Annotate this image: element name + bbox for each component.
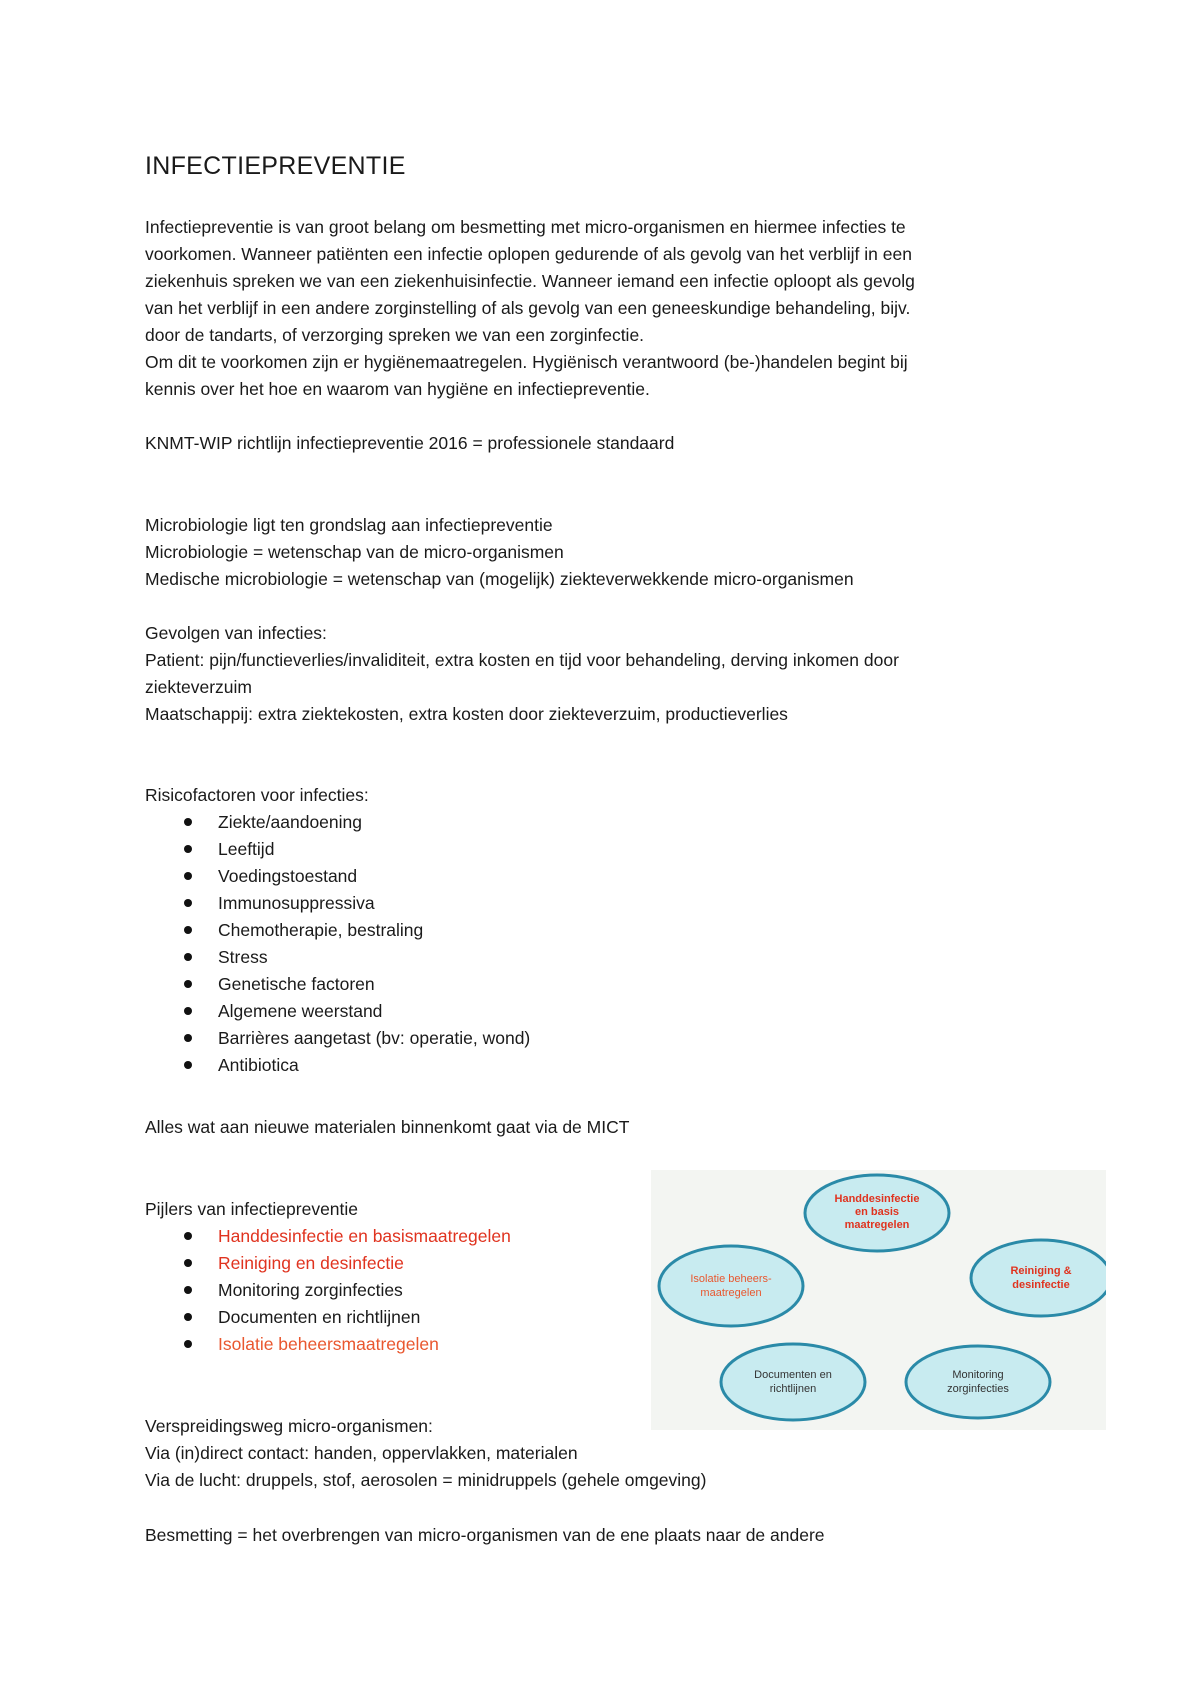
gevolgen-heading: Gevolgen van infecties:	[145, 623, 327, 643]
pillars-diagram-svg	[651, 1170, 1106, 1430]
micro-line: Microbiologie = wetenschap van de micro-organismen	[145, 542, 564, 562]
node-3-line-1: Monitoring	[952, 1369, 1004, 1381]
risico-item: Antibiotica	[218, 1055, 299, 1075]
node-4-line-2: richtlijnen	[769, 1383, 817, 1395]
page-title: INFECTIEPREVENTIE	[145, 152, 406, 180]
diagram-node-2	[971, 1240, 1106, 1316]
node-3-line-2: zorginfecties	[947, 1383, 1009, 1395]
pijler-item: Monitoring zorginfecties	[218, 1280, 403, 1300]
bullet-icon	[184, 1340, 192, 1348]
verspreiding-heading: Verspreidingsweg micro-organismen:	[145, 1416, 433, 1436]
bullet-icon	[184, 1259, 192, 1267]
bullet-icon	[184, 980, 192, 988]
pijler-item: Handdesinfectie en basismaatregelen	[218, 1226, 511, 1246]
node-4-line-1: Documenten en	[754, 1369, 832, 1381]
risico-item: Immunosuppressiva	[218, 893, 375, 913]
besmetting-line: Besmetting = het overbrengen van micro-organismen van de ene plaats naar de andere	[145, 1525, 825, 1545]
bullet-icon	[184, 1034, 192, 1042]
intro-line: kennis over het hoe en waarom van hygiëne en infectiepreventie.	[145, 379, 650, 399]
micro-line: Microbiologie ligt ten grondslag aan infectiepreventie	[145, 515, 553, 535]
bullet-icon	[184, 926, 192, 934]
risico-item: Barrières aangetast (bv: operatie, wond)	[218, 1028, 531, 1048]
standard-line: KNMT-WIP richtlijn infectiepreventie 2016 = professionele standaard	[145, 433, 675, 453]
node-2-line-1: Reiniging &	[1010, 1265, 1072, 1277]
verspreiding-line: Via (in)direct contact: handen, oppervlakken, materialen	[145, 1443, 578, 1463]
risico-item: Ziekte/aandoening	[218, 812, 362, 832]
risico-heading: Risicofactoren voor infecties:	[145, 785, 369, 805]
bullet-icon	[184, 953, 192, 961]
pillars-diagram	[651, 1170, 1106, 1430]
pijler-item: Reiniging en desinfectie	[218, 1253, 404, 1273]
mict-line: Alles wat aan nieuwe materialen binnenkomt gaat via de MICT	[145, 1117, 630, 1137]
intro-line: voorkomen. Wanneer patiënten een infectie oplopen gedurende of als gevolg van het verblijf in een	[145, 244, 912, 264]
intro-line: door de tandarts, of verzorging spreken we van een zorginfectie.	[145, 325, 645, 345]
diagram-node-4	[721, 1344, 865, 1420]
bullet-icon	[184, 899, 192, 907]
risico-item: Voedingstoestand	[218, 866, 358, 886]
risico-item: Stress	[218, 947, 268, 967]
node-2-line-2: desinfectie	[1012, 1279, 1070, 1291]
diagram-node-3	[906, 1346, 1050, 1418]
node-1-line-1: Handdesinfectie	[834, 1193, 920, 1205]
risico-item: Leeftijd	[218, 839, 275, 859]
risico-item: Genetische factoren	[218, 974, 375, 994]
pijler-item: Documenten en richtlijnen	[218, 1307, 421, 1327]
micro-line: Medische microbiologie = wetenschap van (mogelijk) ziekteverwekkende micro-organismen	[145, 569, 854, 589]
intro-line: van het verblijf in een andere zorginstelling of als gevolg van een geneeskundige behandeling, bijv.	[145, 298, 911, 318]
diagram-node-5	[659, 1246, 803, 1326]
diagram-node-1	[805, 1175, 949, 1251]
bullet-icon	[184, 872, 192, 880]
node-5-line-2: maatregelen	[700, 1287, 762, 1299]
risico-item: Algemene weerstand	[218, 1001, 383, 1021]
gevolgen-line: ziekteverzuim	[145, 677, 252, 697]
intro-line: Om dit te voorkomen zijn er hygiënemaatregelen. Hygiënisch verantwoord (be-)handelen begint bij	[145, 352, 908, 372]
pijlers-heading: Pijlers van infectiepreventie	[145, 1199, 359, 1219]
bullet-icon	[184, 1313, 192, 1321]
bullet-icon	[184, 1061, 192, 1069]
gevolgen-line: Patient: pijn/functieverlies/invaliditeit, extra kosten en tijd voor behandeling, derving inkomen door	[145, 650, 899, 670]
risico-item: Chemotherapie, bestraling	[218, 920, 424, 940]
verspreiding-line: Via de lucht: druppels, stof, aerosolen = minidruppels (gehele omgeving)	[145, 1470, 707, 1490]
node-1-line-2: en basis	[854, 1206, 900, 1218]
bullet-icon	[184, 1232, 192, 1240]
bullet-icon	[184, 1286, 192, 1294]
intro-line: Infectiepreventie is van groot belang om besmetting met micro-organismen en hiermee infecties te	[145, 217, 906, 237]
bullet-icon	[184, 818, 192, 826]
node-1-line-3: maatregelen	[844, 1219, 910, 1231]
pijler-item: Isolatie beheersmaatregelen	[218, 1334, 439, 1354]
bullet-icon	[184, 1007, 192, 1015]
intro-line: ziekenhuis spreken we van een ziekenhuisinfectie. Wanneer iemand een infectie oploopt als gevolg	[145, 271, 915, 291]
gevolgen-line: Maatschappij: extra ziektekosten, extra kosten door ziekteverzuim, productieverlies	[145, 704, 788, 724]
bullet-icon	[184, 845, 192, 853]
node-5-line-1: Isolatie beheers-	[690, 1273, 772, 1285]
